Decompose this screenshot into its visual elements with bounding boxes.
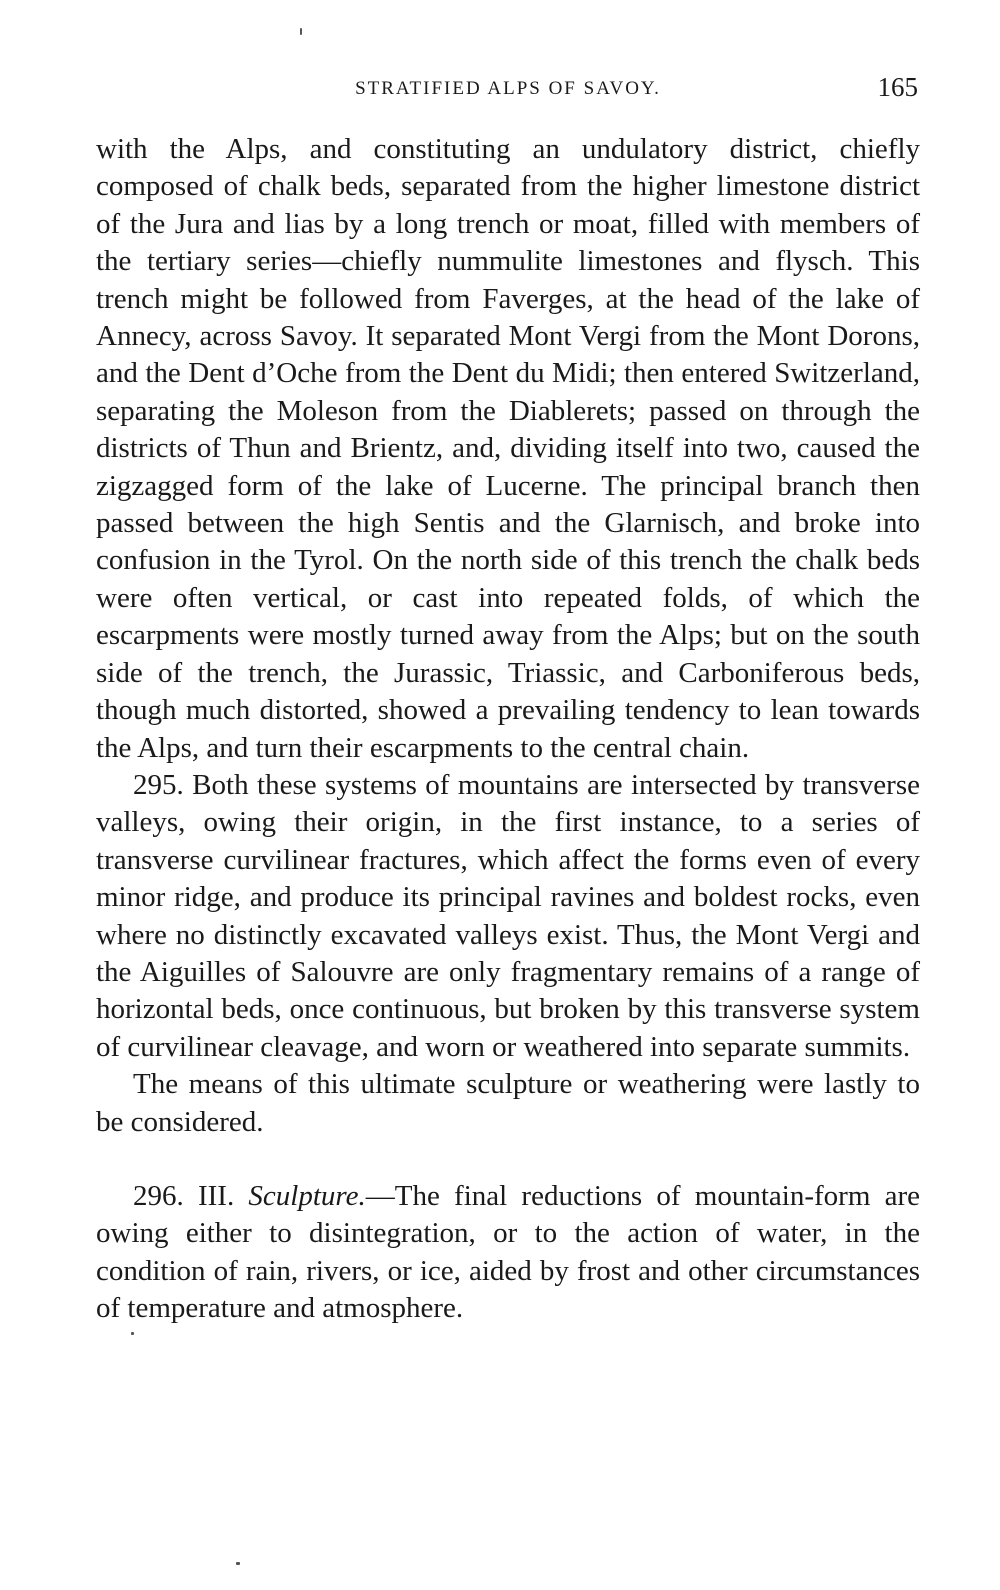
page-number: 165 [877,72,918,102]
paragraph-means [96,1066,920,1141]
running-title: STRATIFIED ALPS OF SAVOY. [355,78,661,99]
paragraph-295 [96,767,920,1066]
print-speck [131,1332,134,1335]
paragraph-text: The means of this ultimate sculpture or weathering were lastly to be considered. [96,1068,920,1138]
paragraph-continuation [96,131,920,767]
paragraph-number: 295. [133,768,184,801]
paragraph-text: with the Alps, and constituting an undulatory district, chiefly composed of chalk beds, separated from the higher limestone district of the Jura and lias by a long trench or moat, filled with members of the tertiary series—chiefly nummulite limestones and flysch. This trench might be followed from Faverges, at the head of the lake of Annecy, across Savoy. It separated Mont Vergi from the Mont Dorons, and the Dent d’Oche from the Dent du Midi; then entered Switzerland, separating the Moleson from the Diablerets; passed on through the districts of Thun and Brientz, and, dividing itself into two, caused the zigzagged form of the lake of Lucerne. The principal branch then passed between the high Sentis and the Glarnisch, and broke into confusion in the Tyrol. On the north side of this trench the chalk beds were often vertical, or cast into repeated folds, of which the escarpments were mostly turned away from the Alps; but on the south side of the trench, the Jurassic, Triassic, and Carboniferous beds, though much distorted, showed a prevailing tendency to lean towards the Alps, and turn their escarpments to the central chain. [96,133,920,764]
paragraph-text: —The final reductions of mountain-form are owing either to disintegration, or to the action of water, in the condition of rain, rivers, or ice, aided by frost and other circumstances of temperature and atmosphere. [96,1179,920,1325]
print-speck [236,1562,240,1565]
paragraph-number: 296. III. [133,1179,235,1212]
body-text [96,131,920,1328]
running-head [96,72,920,112]
paragraph-296 [96,1178,920,1328]
print-speck [300,28,302,35]
section-title-sculpture: Sculpture. [248,1179,366,1212]
paragraph-text: Both these systems of mountains are intersected by transverse valleys, owing their origin, in the first instance, to a series of transverse curvilinear fractures, which affect the forms even of every minor ridge, and produce its principal ravines and boldest rocks, even where no distinctly excavated valleys exist. Thus, the Mont Vergi and the Aiguilles of Salouvre are only fragmentary remains of a range of horizontal beds, once continuous, but broken by this transverse system of curvilinear cleavage, and worn or weathered into separate summits. [96,768,920,1063]
